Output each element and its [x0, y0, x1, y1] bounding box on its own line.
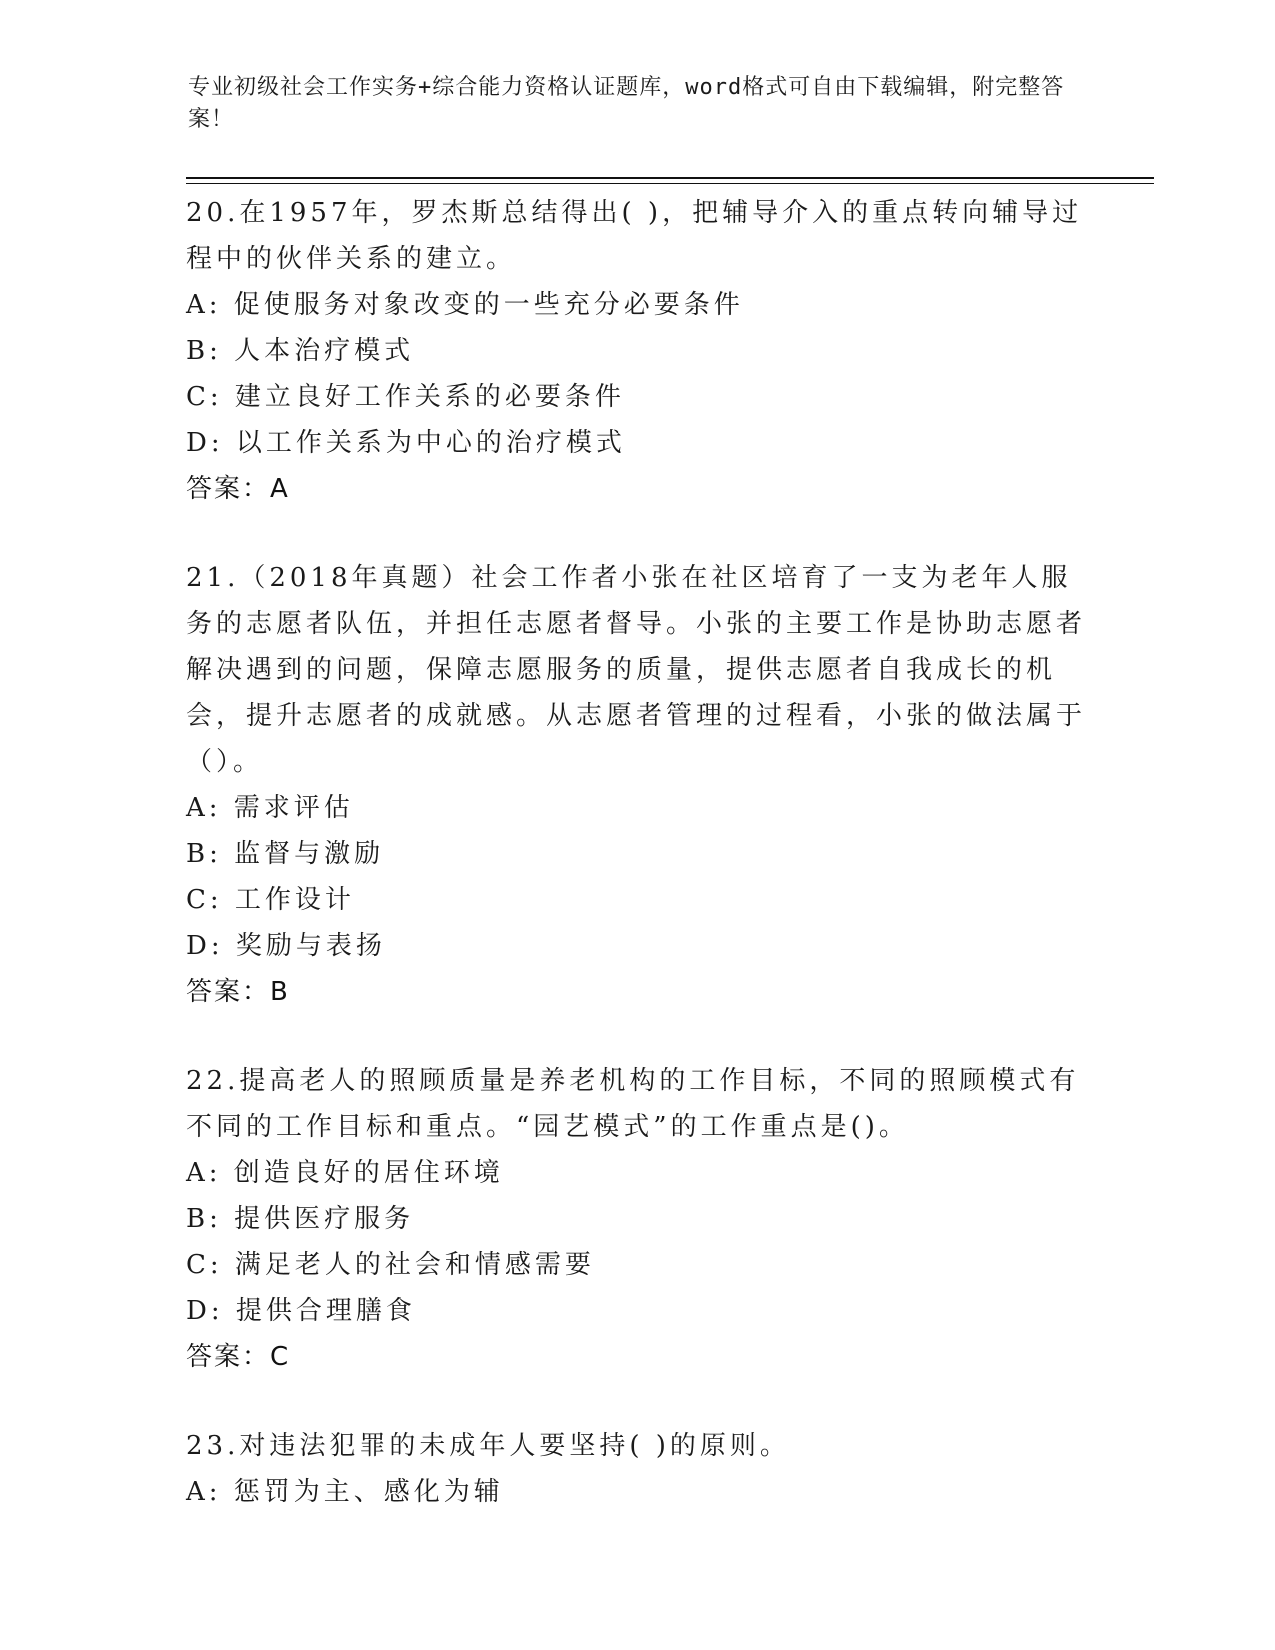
- question-list: [186, 190, 1086, 1558]
- option-b: B: 监督与激励: [186, 839, 385, 869]
- question-stem: 21.（2018年真题）社会工作者小张在社区培育了一支为老年人服务的志愿者队伍，并担任志愿者督导。小张的主要工作是协助志愿者解决遇到的问题，保障志愿服务的质量，提供志愿者自我成长的机会，提升志愿者的成就感。从志愿者管理的过程看，小张的做法属于（）。: [186, 563, 1087, 777]
- question-item: [186, 1058, 1086, 1380]
- option-a: A: 创造良好的居住环境: [186, 1158, 504, 1188]
- question-stem: 22.提高老人的照顾质量是养老机构的工作目标，不同的照顾模式有不同的工作目标和重点。“园艺模式”的工作重点是()。: [186, 1066, 1080, 1142]
- option-d: D: 以工作关系为中心的治疗模式: [186, 428, 626, 458]
- option-a: A: 需求评估: [186, 793, 354, 823]
- answer-line: 答案：B: [186, 977, 290, 1007]
- question-item: [186, 555, 1086, 1015]
- option-a: A: 促使服务对象改变的一些充分必要条件: [186, 290, 744, 320]
- question-stem: 23.对违法犯罪的未成年人要坚持( )的原则。: [186, 1431, 790, 1461]
- answer-line: 答案：C: [186, 1342, 291, 1372]
- option-b: B: 人本治疗模式: [186, 336, 415, 366]
- answer-line: 答案：A: [186, 474, 290, 504]
- question-stem: 20.在1957年，罗杰斯总结得出( )，把辅导介入的重点转向辅导过程中的伙伴关系的建立。: [186, 198, 1083, 274]
- option-b: B: 提供医疗服务: [186, 1204, 415, 1234]
- option-d: D: 奖励与表扬: [186, 931, 386, 961]
- header-divider-thick: [186, 177, 1154, 179]
- page-header: 专业初级社会工作实务+综合能力资格认证题库，word格式可自由下载编辑，附完整答案！: [188, 75, 1065, 132]
- option-c: C: 工作设计: [186, 885, 355, 915]
- option-c: C: 建立良好工作关系的必要条件: [186, 382, 625, 412]
- option-c: C: 满足老人的社会和情感需要: [186, 1250, 595, 1280]
- option-d: D: 提供合理膳食: [186, 1296, 416, 1326]
- option-a: A: 惩罚为主、感化为辅: [186, 1477, 504, 1507]
- question-item: [186, 190, 1086, 512]
- header-divider-thin: [186, 183, 1154, 184]
- question-item: [186, 1423, 1086, 1515]
